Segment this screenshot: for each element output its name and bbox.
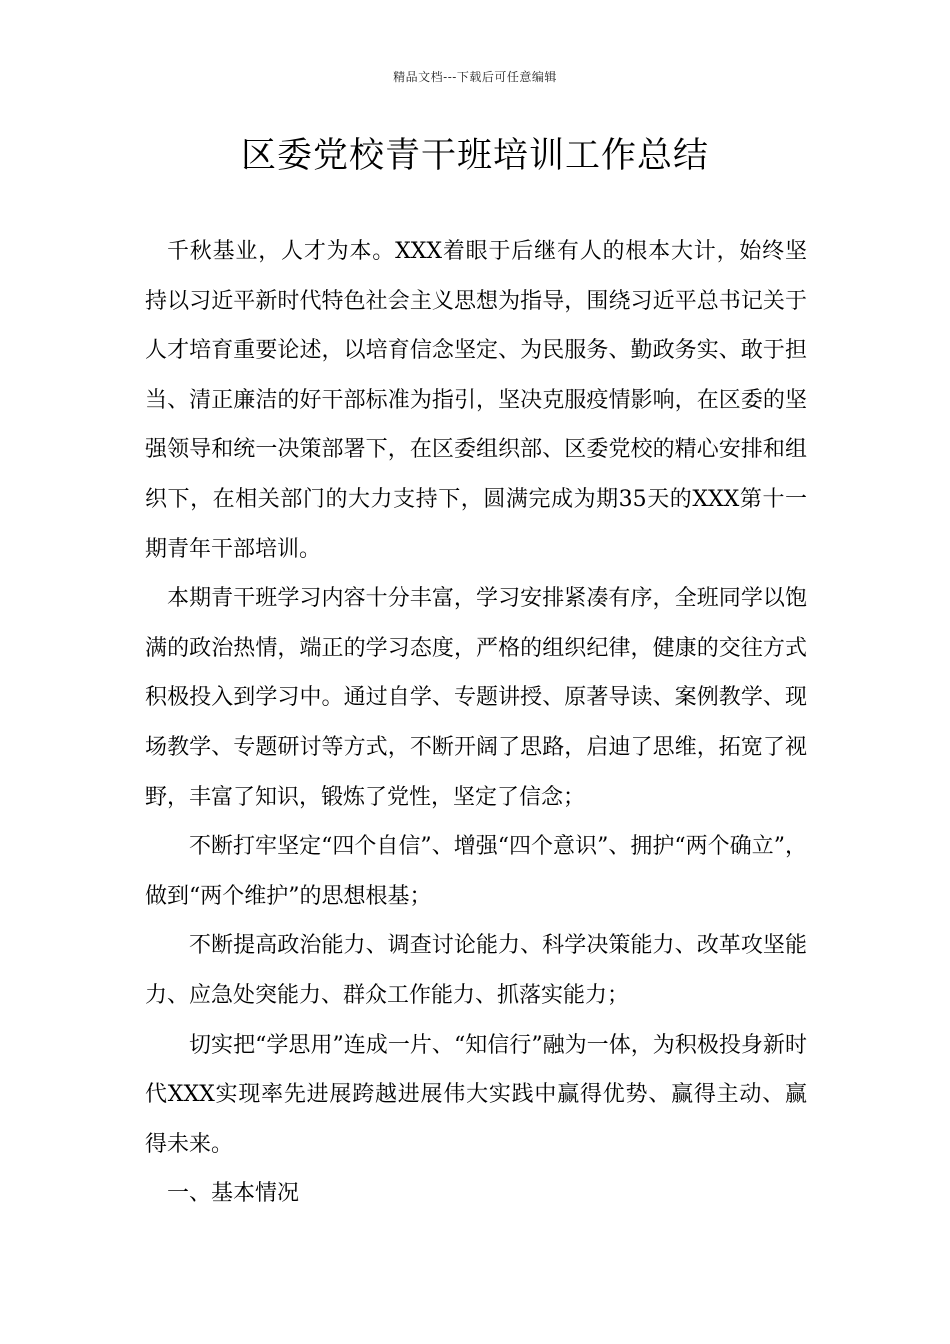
document-title: 区委党校青干班培训工作总结 xyxy=(240,136,709,176)
paragraph-ideology: 不断打牢坚定“四个自信”、增强“四个意识”、拥护“两个确立”，做到“两个维护”的思想根基； xyxy=(145,834,807,909)
paragraph-abilities: 不断提高政治能力、调查讨论能力、科学决策能力、改革攻坚能力、应急处突能力、群众工作能力、抓落实能力； xyxy=(145,933,807,1008)
paragraph-intro: 千秋基业，人才为本。XXX着眼于后继有人的根本大计，始终坚持以习近平新时代特色社会主义思想为指导，围绕习近平总书记关于人才培育重要论述，以培育信念坚定、为民服务、勤政务实、敢于担当、清正廉洁的好干部标准为指引，坚决克服疫情影响，在区委的坚强领导和统一决策部署下，在区委组织部、区委党校的精心安排和组织下，在相关部门的大力支持下，圆满完成为期35天的XXX第十一期青年干部培训。 xyxy=(145,239,807,562)
header-note: 精品文档---下载后可任意编辑 xyxy=(393,70,557,84)
paragraph-study-content: 本期青干班学习内容十分丰富，学习安排紧凑有序，全班同学以饱满的政治热情，端正的学习态度，严格的组织纪律，健康的交往方式积极投入到学习中。通过自学、专题讲授、原著导读、案例教学、现场教学、专题研讨等方式，不断开阔了思路，启迪了思维，拓宽了视野，丰富了知识，锻炼了党性，坚定了信念； xyxy=(145,586,807,810)
document-body xyxy=(145,227,807,1219)
section-heading-basic-info: 一、基本情况 xyxy=(167,1181,300,1207)
paragraph-practice: 切实把“学思用”连成一片、“知信行”融为一体，为积极投身新时代XXX实现率先进展跨越进展伟大实践中赢得优势、赢得主动、赢得未来。 xyxy=(145,1032,807,1157)
